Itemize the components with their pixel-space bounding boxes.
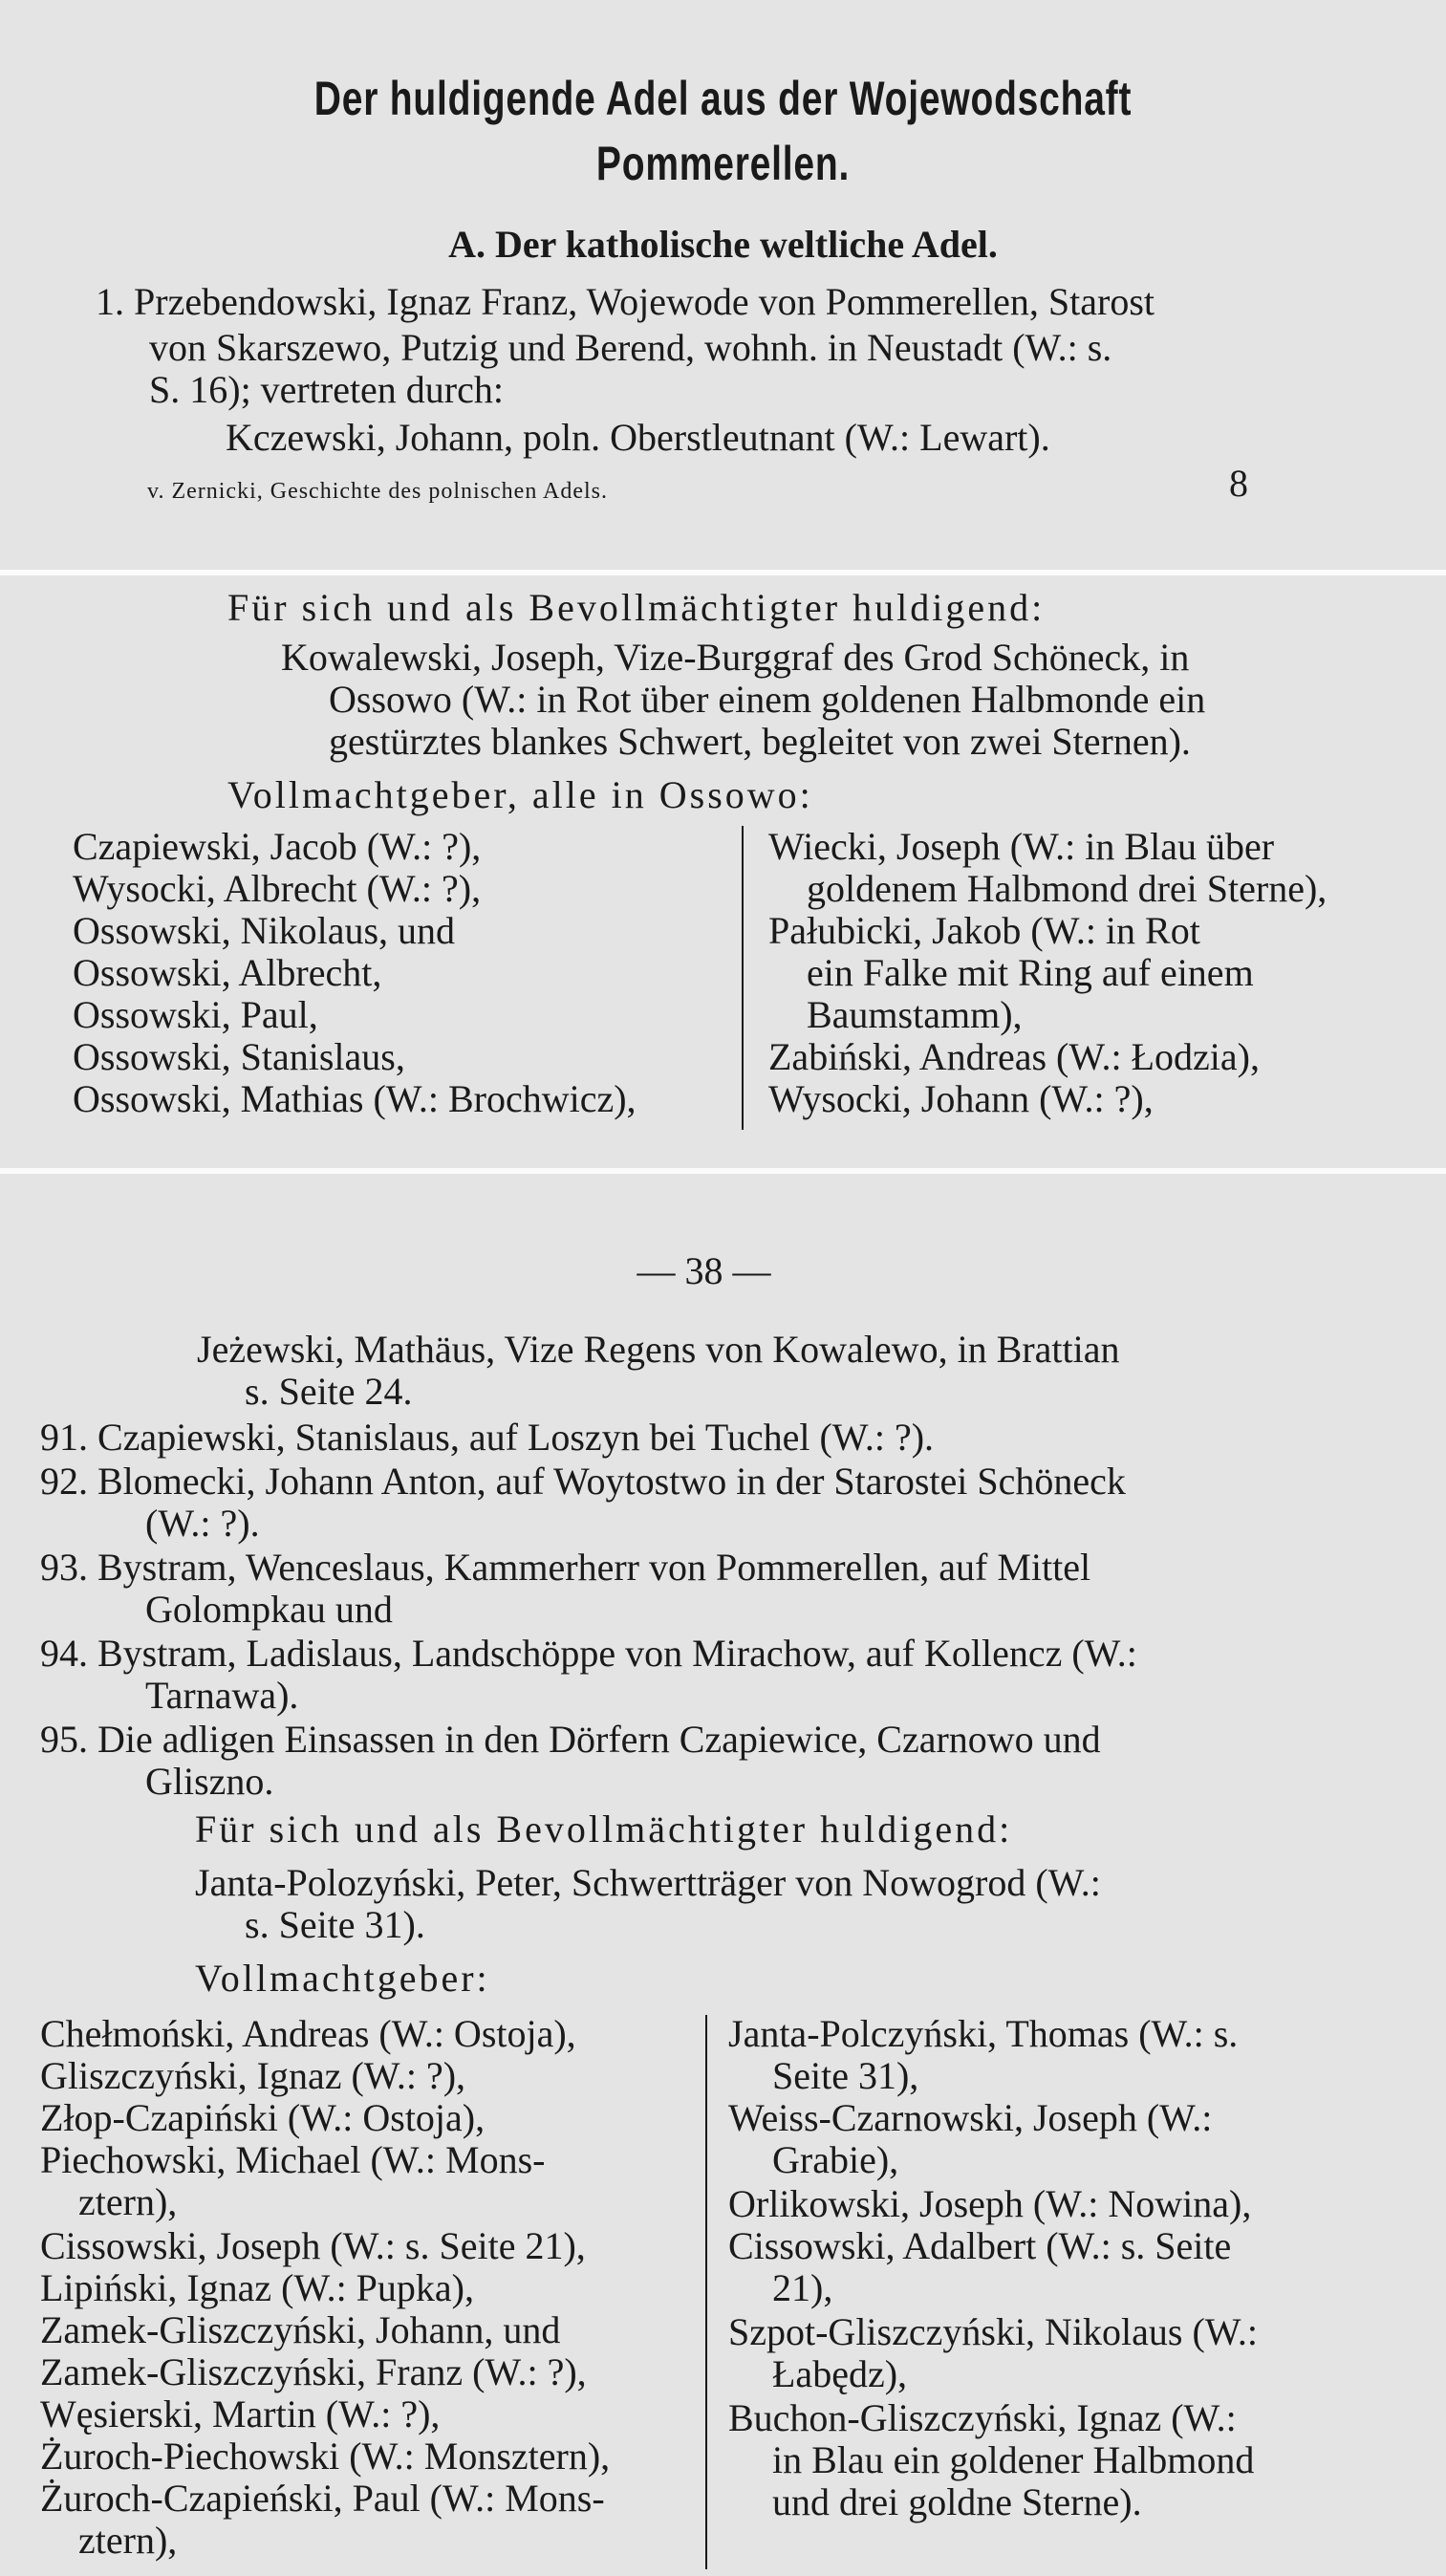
list-item: Złop-Czapiński (W.: Ostoja), (40, 2096, 486, 2139)
section-subtitle: A. Der katholische weltliche Adel. (448, 223, 998, 266)
list-item: in Blau ein goldener Halbmond (772, 2438, 1255, 2481)
list-item: Seite 31), (772, 2054, 919, 2097)
list-item: Pałubicki, Jakob (W.: in Rot (768, 909, 1200, 952)
list-item: Baumstamm), (807, 993, 1023, 1036)
section-heading: Für sich und als Bevollmächtigter huldigend: (227, 586, 1046, 629)
list-item: Chełmoński, Andreas (W.: Ostoja), (40, 2012, 576, 2055)
list-item: Janta-Polczyński, Thomas (W.: s. (728, 2012, 1239, 2055)
list-item: Ossowski, Mathias (W.: Brochwicz), (73, 1077, 637, 1120)
list-item: 21), (772, 2266, 833, 2309)
entry-line: Golompkau und (145, 1588, 393, 1631)
entry-line: Tarnawa). (145, 1674, 299, 1717)
list-item: Wiecki, Joseph (W.: in Blau über (768, 825, 1275, 868)
entry-line: Jeżewski, Mathäus, Vize Regens von Kowalewo, in Brattian (197, 1328, 1120, 1371)
grantors-heading: Vollmachtgeber, alle in Ossowo: (227, 773, 813, 816)
list-item: ein Falke mit Ring auf einem (807, 951, 1254, 994)
entry-line: 91. Czapiewski, Stanislaus, auf Loszyn bei Tuchel (W.: ?). (40, 1416, 935, 1459)
list-item: Wysocki, Albrecht (W.: ?), (73, 867, 482, 910)
entry-line: Gliszno. (145, 1760, 274, 1803)
page-title-line-1: Der huldigende Adel aus der Wojewodschaft (313, 72, 1133, 125)
list-item: Żuroch-Czapieński, Paul (W.: Mons- (40, 2477, 605, 2520)
entry-line: 94. Bystram, Ladislaus, Landschöppe von Mirachow, auf Kollencz (W.: (40, 1632, 1137, 1675)
page-segment-3 (0, 1174, 1446, 2576)
list-item: Cissowski, Adalbert (W.: s. Seite (728, 2224, 1232, 2267)
list-item: Żuroch-Piechowski (W.: Monsztern), (40, 2435, 611, 2478)
footer-source: v. Zernicki, Geschichte des polnischen Adels. (147, 479, 608, 504)
list-item: goldenem Halbmond drei Sterne), (807, 867, 1327, 910)
entry-line: (W.: ?). (145, 1502, 260, 1545)
list-item: Cissowski, Joseph (W.: s. Seite 21), (40, 2224, 586, 2267)
list-item: Piechowski, Michael (W.: Mons- (40, 2138, 546, 2181)
entry-line: Ossowo (W.: in Rot über einem goldenen Halbmonde ein (329, 678, 1206, 721)
list-item: Weiss-Czarnowski, Joseph (W.: (728, 2096, 1213, 2139)
list-item: ztern), (78, 2180, 178, 2223)
page-segment-2 (0, 575, 1446, 1168)
entry-line: 1. Przebendowski, Ignaz Franz, Wojewode von Pommerellen, Starost (96, 280, 1155, 323)
list-item: ztern), (78, 2519, 178, 2562)
list-item: Orlikowski, Joseph (W.: Nowina), (728, 2182, 1252, 2225)
column-divider (705, 2015, 707, 2569)
entry-line: Kowalewski, Joseph, Vize-Burggraf des Grod Schöneck, in (281, 636, 1190, 679)
list-item: Zamek-Gliszczyński, Johann, und (40, 2308, 561, 2351)
list-item: Ossowski, Nikolaus, und (73, 909, 456, 952)
entry-line: 95. Die adligen Einsassen in den Dörfern Czapiewice, Czarnowo und (40, 1718, 1101, 1761)
list-item: Gliszczyński, Ignaz (W.: ?), (40, 2054, 466, 2097)
entry-line: gestürztes blankes Schwert, begleitet von zwei Sternen). (329, 720, 1191, 763)
entry-line: S. 16); vertreten durch: (149, 368, 504, 411)
grantors-heading: Vollmachtgeber: (195, 1957, 490, 2000)
section-heading: Für sich und als Bevollmächtigter huldigend: (195, 1808, 1013, 1851)
page-segment-1 (0, 0, 1446, 570)
list-item: Czapiewski, Jacob (W.: ?), (73, 825, 482, 868)
page-title-line-2: Pommerellen. (595, 137, 851, 190)
list-item: Węsierski, Martin (W.: ?), (40, 2392, 441, 2435)
entry-line: s. Seite 24. (245, 1370, 413, 1413)
list-item: Ossowski, Paul, (73, 993, 318, 1036)
entry-line: 92. Blomecki, Johann Anton, auf Woytostwo in der Starostei Schöneck (40, 1460, 1126, 1503)
list-item: Ossowski, Albrecht, (73, 951, 382, 994)
list-item: Łabędz), (772, 2352, 908, 2395)
entry-line: s. Seite 31). (245, 1903, 425, 1946)
entry-line: von Skarszewo, Putzig und Berend, wohnh. in Neustadt (W.: s. (149, 326, 1112, 369)
list-item: Ossowski, Stanislaus, (73, 1035, 405, 1078)
list-item: Zamek-Gliszczyński, Franz (W.: ?), (40, 2350, 587, 2393)
list-item: Wysocki, Johann (W.: ?), (768, 1077, 1154, 1120)
column-divider (742, 826, 744, 1130)
list-item: Lipiński, Ignaz (W.: Pupka), (40, 2266, 475, 2309)
list-item: Szpot-Gliszczyński, Nikolaus (W.: (728, 2310, 1259, 2353)
list-item: Zabiński, Andreas (W.: Łodzia), (768, 1035, 1260, 1078)
list-item: und drei goldne Sterne). (772, 2480, 1142, 2523)
list-item: Buchon-Gliszczyński, Ignaz (W.: (728, 2396, 1237, 2439)
entry-line: Kczewski, Johann, poln. Oberstleutnant (W.: Lewart). (226, 416, 1050, 459)
list-item: Grabie), (772, 2138, 899, 2181)
entry-line: Janta-Polozyński, Peter, Schwertträger von Nowogrod (W.: (195, 1861, 1101, 1904)
page-number: — 38 — (637, 1249, 771, 1292)
footer-sheet-number: 8 (1229, 462, 1248, 505)
entry-line: 93. Bystram, Wenceslaus, Kammerherr von Pommerellen, auf Mittel (40, 1546, 1091, 1589)
